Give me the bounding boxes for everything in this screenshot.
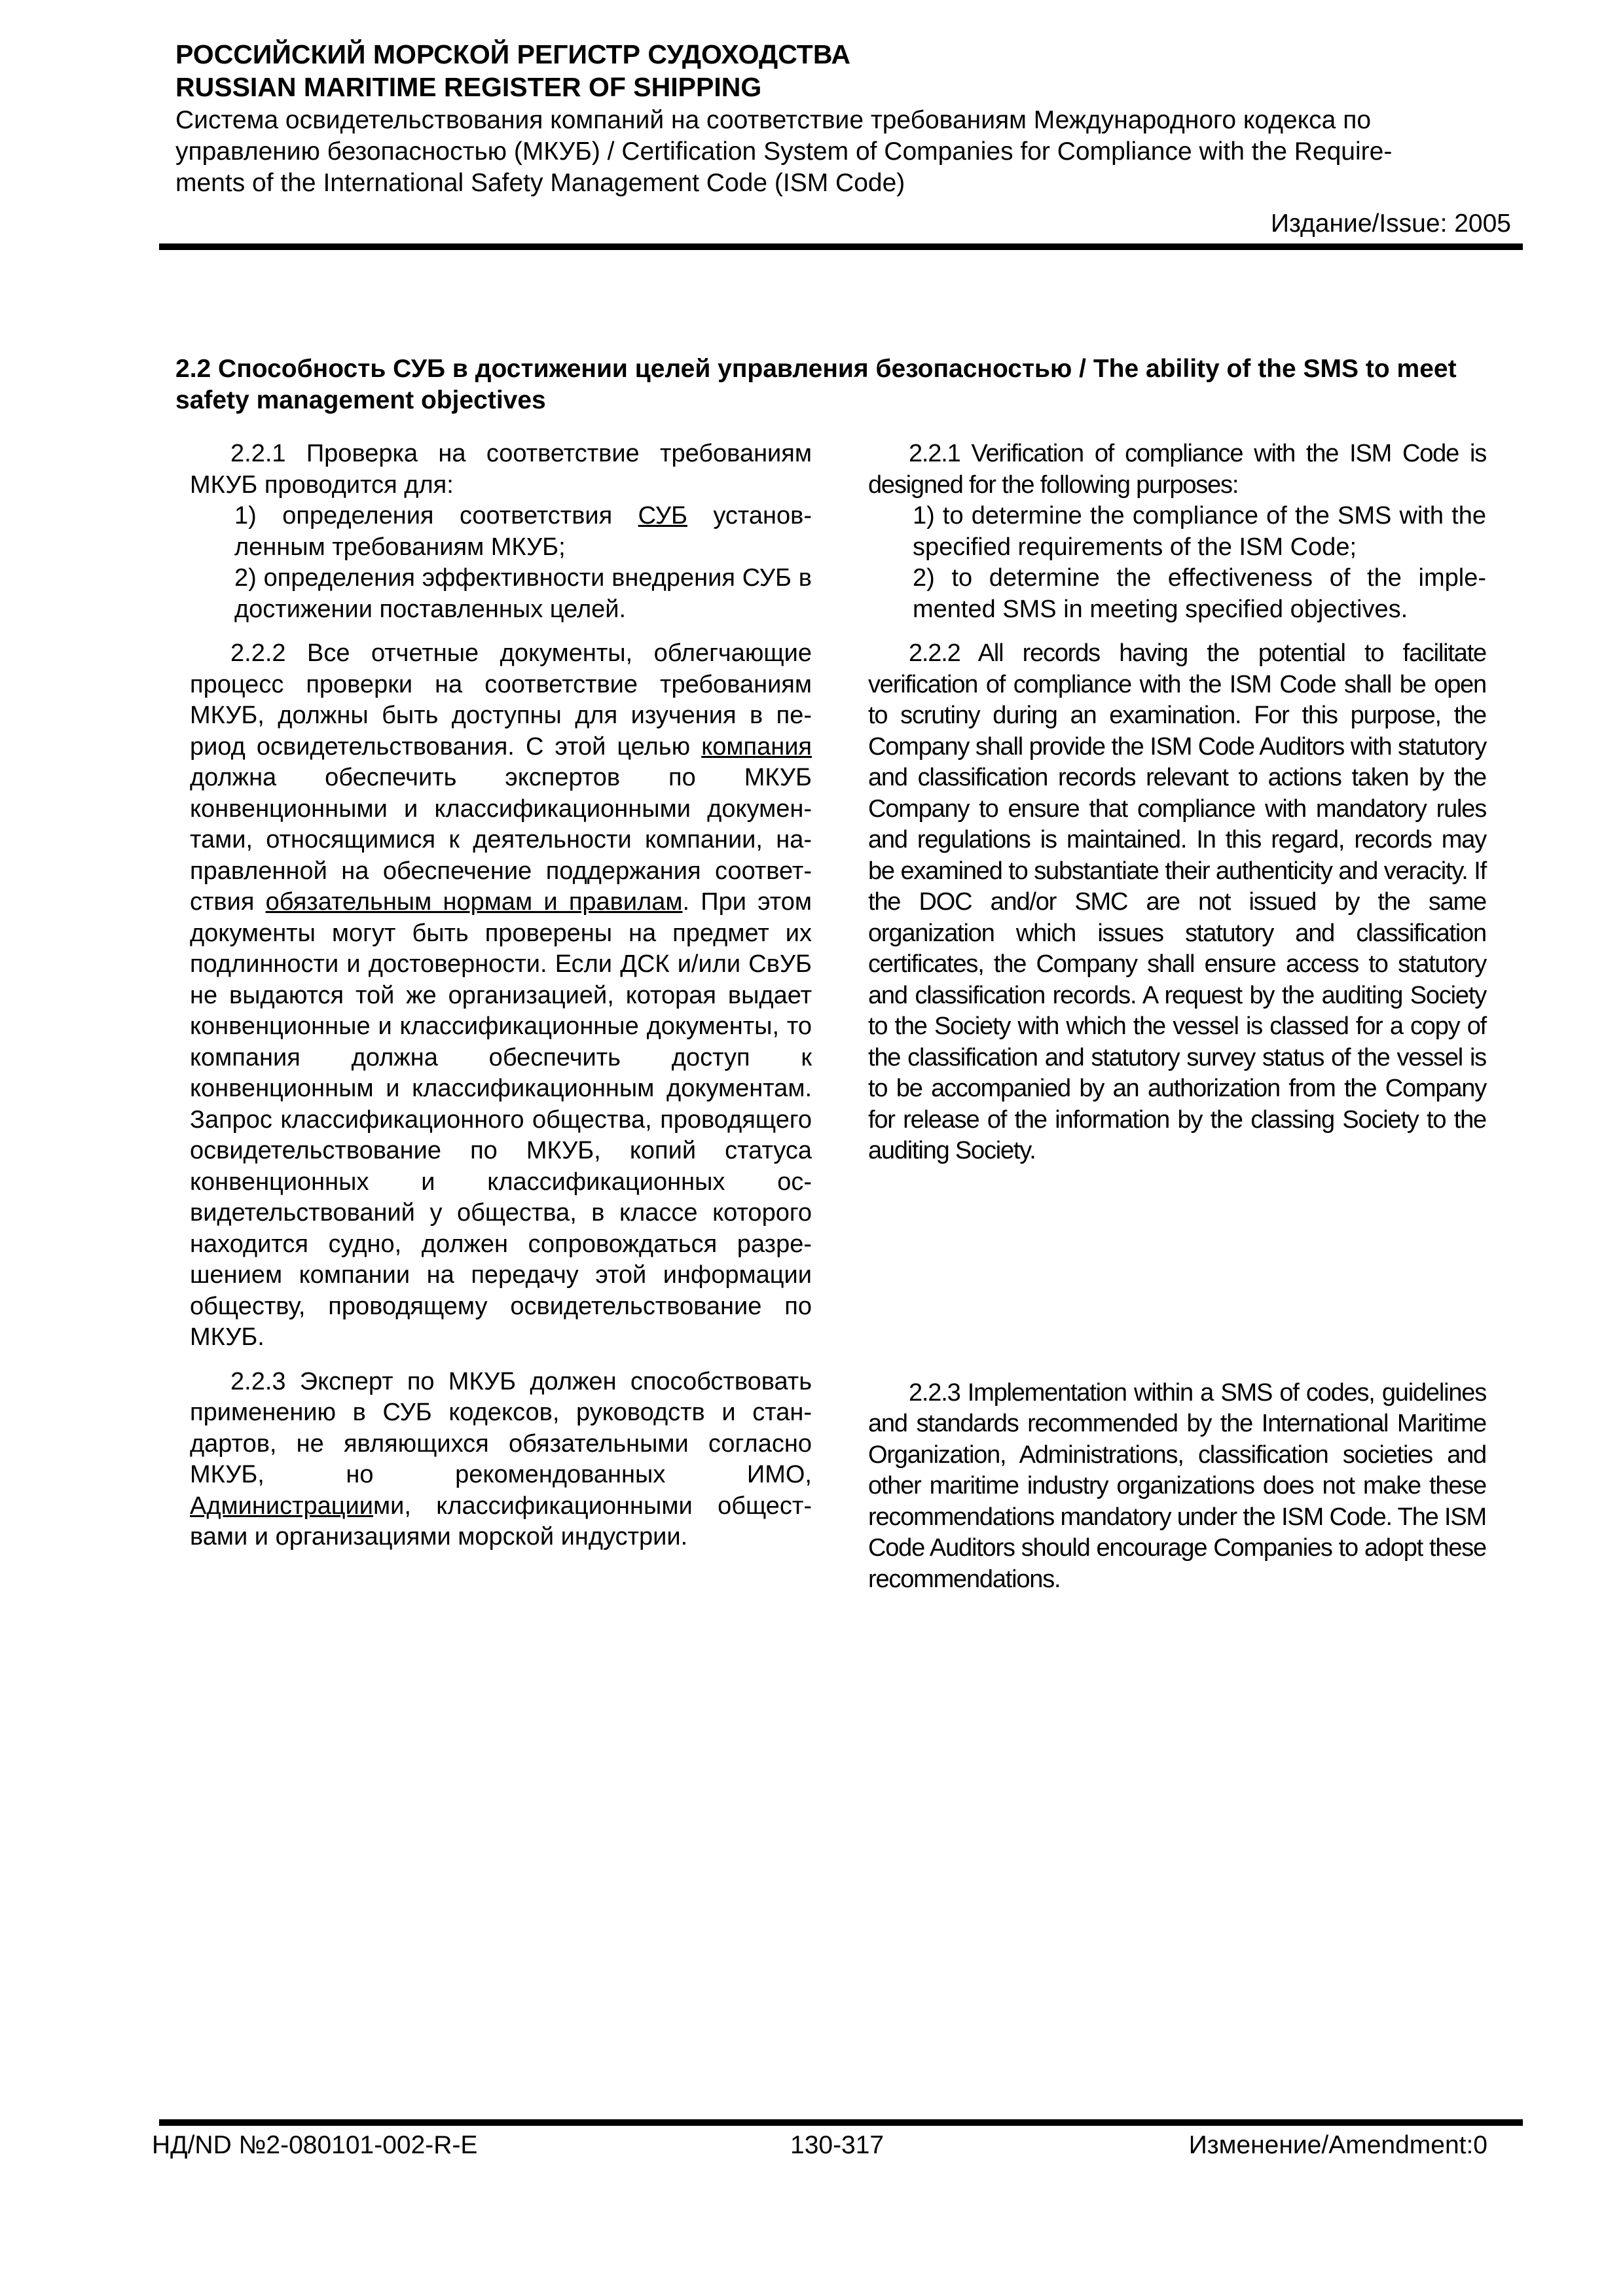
ru-p223-text-b: ми, классификационными обществами и организациями морской индустрии. [190, 1492, 812, 1551]
ru-item-2: 2) определения эффективности внедрения СУБ в достижении поставленных целей. [234, 564, 812, 623]
ru-p222-underlined-rules: обязательным нормам и правилам [265, 888, 683, 916]
ru-paragraph-2-2-2 [190, 638, 812, 1354]
page-number: 130-317 [790, 2131, 884, 2159]
ru-p223-text-a: 2.2.3 Эксперт по МКУБ должен способствовать применению в СУБ кодексов, руководств и стандартов, не являющихся обязательными согласно МКУБ, но рекомендованных ИМО, [190, 1367, 812, 1488]
en-item-1: 1) to determine the compliance of the SMS with the specified requirements of the ISM Code; [913, 502, 1486, 561]
en-paragraph-2-2-3: 2.2.3 Implementation within a SMS of codes, guidelines and standards recommended by the International Maritime Organization, Administrations, classification societies and other maritime industry organizations does not make these recommendations mandatory under the ISM Code. The ISM Code Auditors should encourage Companies to adopt these recommendations. [868, 1378, 1486, 1593]
page-header [175, 38, 1511, 240]
ru-item-1-underlined: СУБ [638, 502, 687, 529]
header-divider [159, 243, 1523, 250]
system-title-line-1: Система освидетельствования компаний на соответствие требованиям Международного кодекса по [175, 106, 1372, 134]
ru-p222-underlined-company: компания [701, 732, 812, 761]
amendment-label: Изменение/Amendment:0 [1188, 2131, 1487, 2159]
russian-column [190, 439, 812, 1553]
footer-divider [159, 2119, 1523, 2126]
system-title-line-3: ments of the International Safety Management Code (ISM Code) [175, 169, 905, 197]
ru-p222-text-b: должна обеспечить экспертов по МКУБ конвенционными и классификационными документами, относящимися к деятельности компании, направленной на обеспечение поддержания соответствия [190, 764, 812, 916]
en-paragraph-2-2-2: 2.2.2 All records having the potential to facilitate verification of compliance with the ISM Code shall be open to scrutiny during an examination. For this purpose, the Company shall provide the ISM Code Auditors with statutory and classification records relevant to actions taken by the Company to ensure that compliance with mandatory rules and regulations is maintained. In this regard, records may be examined to substantiate their authenticity and veracity. If the DOC and/or SMC are not issued by the same organization which issues statutory and classification certificates, the Company shall ensure access to statutory and classification records. A request by the auditing Society to the Society with which the vessel is classed for a copy of the classification and statutory survey status of the vessel is to be accompanied by an authorization from the Company for release of the information by the classing Society to the auditing Society. [868, 639, 1486, 1164]
issue-label: Издание/Issue: 2005 [1271, 209, 1511, 238]
ru-paragraph-2-2-3 [190, 1367, 812, 1553]
ru-p222-text-a: 2.2.2 Все отчетные документы, облегчающие процесс проверки на соответствие требованиям МКУБ, должны быть доступны для изучения в период освидетельствования. С этой целью [190, 639, 812, 761]
ru-p222-text-c: . При этом документы могут быть проверены на предмет их подлинности и достоверности. Если ДСК и/или СвУБ не выдаются той же организацией, которая выдает конвенционные и классификационные документы, то компания должна обеспечить доступ к конвенционным и классификационным документам. Запрос классификационного общества, проводящего освидетельствование по МКУБ, копий статуса конвенционных и классификационных освидетельствований у общества, в классе которого находится судно, должен сопровождаться разрешением компании на передачу этой информации обществу, проводящему освидетельствование по МКУБ. [190, 888, 812, 1351]
en-paragraph-2-2-1: 2.2.1 Verification of compliance with the ISM Code is designed for the following purposes: [868, 440, 1486, 499]
org-name-en: RUSSIAN MARITIME REGISTER OF SHIPPING [175, 72, 762, 102]
en-item-2: 2) to determine the effectiveness of the implemented SMS in meeting specified objectives. [913, 564, 1486, 623]
system-title-line-2: управлению безопасностью (МКУБ) / Certification System of Companies for Compliance with the Require- [175, 137, 1393, 166]
ru-item-1 [190, 501, 812, 563]
document-number: НД/ND №2-080101-002-R-E [152, 2131, 478, 2159]
ru-paragraph-2-2-1: 2.2.1 Проверка на соответствие требованиям МКУБ проводится для: [190, 440, 812, 499]
org-name-ru: РОССИЙСКИЙ МОРСКОЙ РЕГИСТР СУДОХОДСТВА [175, 39, 851, 69]
english-column [868, 439, 1486, 1595]
section-title: 2.2 Способность СУБ в достижении целей управления безопасностью / The ability of the SMS to meet safety management objectives [175, 355, 1457, 414]
ru-item-1-text-a: 1) определения соответствия [234, 502, 638, 529]
ru-p223-underlined: Администрации [190, 1492, 373, 1520]
ru-item-1-text-b: установленным требованиям МКУБ; [234, 502, 812, 561]
